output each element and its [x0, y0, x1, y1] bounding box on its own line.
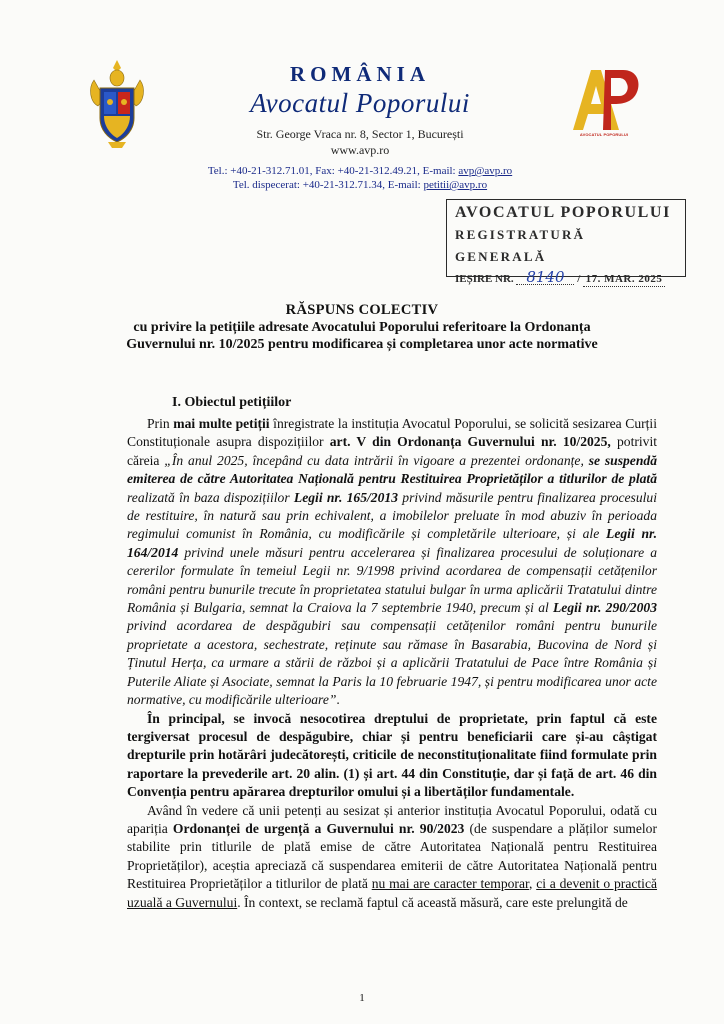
p1-law-ref: Legii nr. 290/2003: [553, 600, 657, 616]
contact-phone-fax: Tel.: +40-21-312.71.01, Fax: +40-21-312.49.21, E-mail:: [207, 165, 459, 177]
title-sub-1: cu privire la petițiile adresate Avocatului Poporului referitoare la Ordonanța: [133, 320, 591, 335]
paragraph-2: [127, 710, 657, 802]
p1-bold: art. V din Ordonanța Guvernului nr. 10/2025,: [329, 434, 611, 450]
contact-dispatch: Tel. dispecerat: +40-21-312.71.34, E-mail:: [232, 179, 424, 191]
stamp-exit-label: IEȘIRE NR.: [455, 273, 514, 285]
avp-logo: [565, 64, 643, 146]
p3-text: (de suspendare a plăților sumelor stabilite prin titlurile de plată emise de către Autoritatea Națională pentru Restituirea Proprietăților), aceștia apreciază că suspendarea emiterii de către Autoritatea Națională pentru Restituirea Proprietăților a titlurilor de plată: [127, 820, 657, 892]
stamp-date: 17. MAR. 2025: [583, 272, 665, 287]
p3-bold: Ordonanței de urgență a Guvernului nr. 90/2023: [172, 820, 465, 836]
contact-line-1: [150, 164, 570, 178]
logo-caption: AVOCATUL POPORULUI: [579, 132, 629, 137]
stamp-line-3: [455, 268, 677, 290]
p1-text: înregistrate la instituția Avocatul Poporului, se solicită sesizarea Curții Constituționale asupra dispozițiilor: [127, 416, 657, 450]
title-sub-2: Guvernului nr. 10/2025 pentru modificarea și completarea unor acte normative: [126, 337, 598, 352]
p1-quote: „În anul 2025, începând cu data intrării în vigoare a prezentei ordonanțe,: [164, 452, 589, 468]
p3-underline: nu mai are caracter temporar: [371, 876, 529, 892]
stamp-separator: /: [577, 273, 581, 285]
institution-address: [240, 126, 480, 158]
p1-law-ref: Legii nr. 165/2013: [293, 489, 398, 505]
section-heading: I. Obiectul petițiilor: [172, 395, 292, 410]
address-line: Str. George Vraca nr. 8, Sector 1, București: [256, 127, 464, 141]
contact-line-2: [150, 178, 570, 192]
p1-quote-bold: se suspendă emiterea de către Autoritatea Națională pentru Restituirea Proprietăților a titlurilor de plată: [127, 452, 657, 487]
stamp-number: 8140: [516, 270, 574, 285]
p1-quote: privind măsurile pentru finalizarea procesului de restituire, în natură sau prin echivalent, a imobilelor preluate în mod abuziv în perioada regimului comunist în România, cu modificările și completările ulterioare, și ale: [127, 489, 657, 542]
website-link[interactable]: www.avp.ro: [330, 143, 390, 157]
page-number: 1: [359, 992, 365, 1004]
p1-law-ref: Legii nr. 164/2014: [127, 526, 657, 560]
paragraph-1: [127, 415, 657, 710]
email-link-avp[interactable]: avp@avp.ro: [458, 165, 513, 177]
document-title: [70, 302, 654, 353]
p3-text: Având în vedere că unii petenți au sesizat și anterior instituția Avocatul Poporului, odată cu apariția: [127, 802, 657, 836]
registry-stamp: [446, 199, 686, 286]
p1-quote: realizată în baza dispozițiilor: [127, 489, 294, 505]
p1-text: Prin: [147, 416, 174, 431]
title-main: RĂSPUNS COLECTIV: [285, 302, 439, 318]
coat-of-arms-icon: [86, 58, 148, 150]
p1-quote: privind unele măsuri pentru accelerarea și finalizarea procesului de soluționare a cererilor formulate în temeiul Legii nr. 9/1998 privind acordarea de compensații cetățenilor români pentru bunurile trecute în proprietatea statului bulgar în urma aplicării Tratatului dintre România și Bulgaria, semnat la Craiova la 7 septembrie 1940, precum și al: [127, 544, 657, 616]
paragraph-3: [127, 802, 657, 912]
document-body: [127, 415, 657, 912]
p1-quote: privind acordarea de despăgubiri sau compensații cetățenilor români pentru bunurile proprietate a acestora, sechestrate, reținute sau rămase în Basarabia, Bucovina de Nord și Ținutul Herța, ca urmare a stării de război și a aplicării Tratatului de Pace între România și Puterile Aliate și Asociate, semnat la Paris la 10 februarie 1947, și pentru modificarea unor acte normative, cu modificările ulterioare”: [127, 618, 657, 708]
stamp-line-2: REGISTRATURĂ GENERALĂ: [455, 227, 586, 264]
email-link-petitii[interactable]: petitii@avp.ro: [423, 179, 488, 191]
contact-block: [150, 164, 570, 192]
p1-text: potrivit căreia: [127, 434, 657, 468]
institution-name: Avocatul Poporului: [250, 88, 470, 118]
p2-bold: În principal, se invocă nesocotirea dreptului de proprietate, prin faptul că este tergiversat procesul de despăgubire, chiar și pentru beneficiarii care și-au câștigat drepturile prin hotărâri judecătorești, criticile de neconstituționalitate fiind formulate prin raportare la prevederile art. 20 alin. (1) și art. 44 din Constituție, dar și față de art. 46 din Convenția pentru apărarea drepturilor omului și a libertăților fundamentale.: [127, 710, 657, 800]
p3-underline: ci a devenit o practică uzuală a Guvernului: [127, 876, 658, 910]
p1-text: .: [336, 692, 340, 708]
p1-bold: mai multe petiții: [173, 416, 270, 431]
p3-text: . În context, se reclamă faptul că această măsură, care este prelungită de: [237, 894, 628, 910]
p3-text: ,: [528, 876, 537, 892]
stamp-line-1: AVOCATUL POPORULUI: [455, 204, 671, 221]
country-name: ROMÂNIA: [290, 62, 430, 86]
